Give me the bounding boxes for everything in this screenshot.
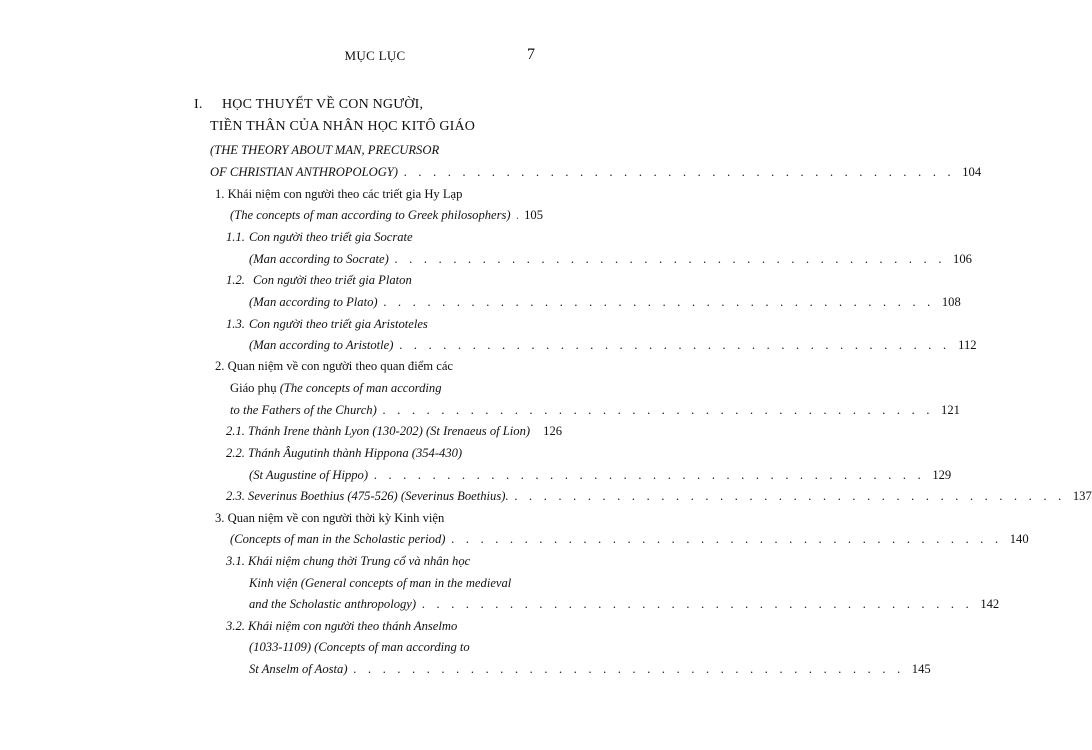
subsection-3-2-line2: (1033-1109) (Concepts of man according to: [249, 640, 470, 654]
section-title-line1: HỌC THUYẾT VỀ CON NGƯỜI,: [222, 97, 424, 112]
page-number: 7: [527, 46, 535, 63]
dot-leader: . . . . . . . . . . . . . . . . . . . . . . . . . . . . . . . . . . . . . .: [514, 489, 1066, 503]
entry-page: 145: [911, 662, 931, 676]
entry-page: 108: [941, 295, 961, 309]
chapter-2-title-line2: [230, 379, 442, 397]
subsection-1-1-number: 1.1.: [226, 230, 245, 244]
subsection-1-3-number: 1.3.: [226, 317, 245, 331]
dot-leader: . . . . . . . . . . . . . . . . . . . . . . . . . . . . . . . . . . . . . .: [394, 252, 946, 266]
dot-leader: . . . . . . . . . . . . . . . . . . . . . . . . . . . . . . . . . . . . . .: [383, 295, 935, 309]
entry-page: 140: [1009, 532, 1029, 546]
toc-entry-1-3[interactable]: [249, 336, 977, 354]
section-number: I.: [194, 97, 203, 112]
dot-leader: . . . . . . . . . . . . . . . . . . . . . . . . . . . . . . . . . . . . . .: [399, 338, 951, 352]
entry-page: 137: [1072, 489, 1092, 503]
toc-entry-2-3[interactable]: [226, 487, 1092, 505]
subsection-1-1-title: Con người theo triết gia Socrate: [249, 230, 413, 244]
entry-page: 105: [524, 208, 543, 222]
toc-entry-3-1[interactable]: [249, 595, 1000, 613]
entry-text: (Concepts of man in the Scholastic period): [230, 532, 446, 546]
toc-entry-section-1[interactable]: [210, 163, 982, 181]
entry-page: 104: [962, 165, 982, 179]
subsection-3-1-line2: Kinh viện (General concepts of man in the medieval: [249, 576, 512, 590]
subsection-3-1-line1: 3.1. Khái niệm chung thời Trung cổ và nhân học: [226, 554, 471, 568]
subsection-1-2-number: 1.2.: [226, 273, 245, 287]
entry-text: (The concepts of man according to Greek philosophers): [230, 208, 511, 222]
entry-text: (Man according to Aristotle): [249, 338, 394, 352]
dot-leader: . . . . . . . . . . . . . . . . . . . . . . . . . . . . . . . . . . . . . .: [403, 165, 956, 179]
running-header-title: MỤC LỤC: [344, 48, 406, 63]
section-title-en-line1: (THE THEORY ABOUT MAN, PRECURSOR: [210, 143, 440, 157]
subsection-2-2-title: 2.2. Thánh Âugutinh thành Hippona (354-430): [226, 446, 463, 460]
chapter-2-vi-part: Giáo phụ: [230, 381, 277, 395]
dot-leader: . . . . . . . . . . . . . . . . . . . . . . . . . . . . . . . . . . . . . .: [422, 597, 974, 611]
entry-text: to the Fathers of the Church): [230, 403, 377, 417]
entry-text: (Man according to Plato): [249, 295, 378, 309]
toc-entry-chapter-3[interactable]: [230, 530, 1029, 548]
entry-text: (Man according to Socrate): [249, 252, 389, 266]
entry-text: 2.1. Thánh Irene thành Lyon (130-202) (St Irenaeus of Lion): [226, 424, 531, 438]
chapter-1-title: 1. Khái niệm con người theo các triết gia Hy Lạp: [215, 187, 463, 201]
subsection-3-2-line1: 3.2. Khái niệm con người theo thánh Anselmo: [226, 619, 458, 633]
subsection-1-2-title: Con người theo triết gia Platon: [253, 273, 412, 287]
entry-page: 126: [543, 424, 563, 438]
toc-entry-chapter-1[interactable]: [230, 206, 543, 224]
entry-text: (St Augustine of Hippo): [249, 468, 369, 482]
dot-leader: . . . . . . . . . . . . . . . . . . . . . . . . . . . . . . . . . . . . . .: [353, 662, 905, 676]
toc-entry-3-2[interactable]: [249, 660, 931, 678]
chapter-3-title: 3. Quan niệm về con người thời kỳ Kinh viện: [215, 511, 445, 525]
entry-text: 2.3. Severinus Boethius (475-526) (Severinus Boethius).: [226, 489, 509, 503]
entry-text: and the Scholastic anthropology): [249, 597, 417, 611]
chapter-2-title-line1: 2. Quan niệm về con người theo quan điểm các: [215, 359, 454, 373]
entry-page: 142: [980, 597, 1000, 611]
toc-entry-1-2[interactable]: [249, 293, 961, 311]
toc-entry-2-1[interactable]: [226, 422, 563, 440]
entry-page: 129: [932, 468, 952, 482]
dot-leader: . . . . . . . . . . . . . . . . . . . . . . . . . . . . . . . . . . . . . .: [382, 403, 934, 417]
toc-entry-chapter-2[interactable]: [230, 401, 960, 419]
dot-leader: . . . . . . . . . . . . . . . . . . . . . . . . . . . . . . . . . . . . . .: [374, 468, 926, 482]
entry-text: St Anselm of Aosta): [249, 662, 348, 676]
subsection-1-3-title: Con người theo triết gia Aristoteles: [249, 317, 428, 331]
entry-page: 112: [958, 338, 977, 352]
toc-entry-2-2[interactable]: [249, 466, 952, 484]
toc-entry-1-1[interactable]: [249, 250, 972, 268]
entry-text: OF CHRISTIAN ANTHROPOLOGY): [210, 165, 398, 179]
section-title-line2: TIỀN THÂN CỦA NHÂN HỌC KITÔ GIÁO: [210, 119, 476, 134]
dot-leader: . . . . . . . . . . . . . . . . . . . . . . . . . . . . . . . . . . . . . .: [451, 532, 1003, 546]
chapter-2-en-part: (The concepts of man according: [279, 381, 442, 395]
entry-page: 106: [953, 252, 972, 266]
entry-page: 121: [941, 403, 960, 417]
